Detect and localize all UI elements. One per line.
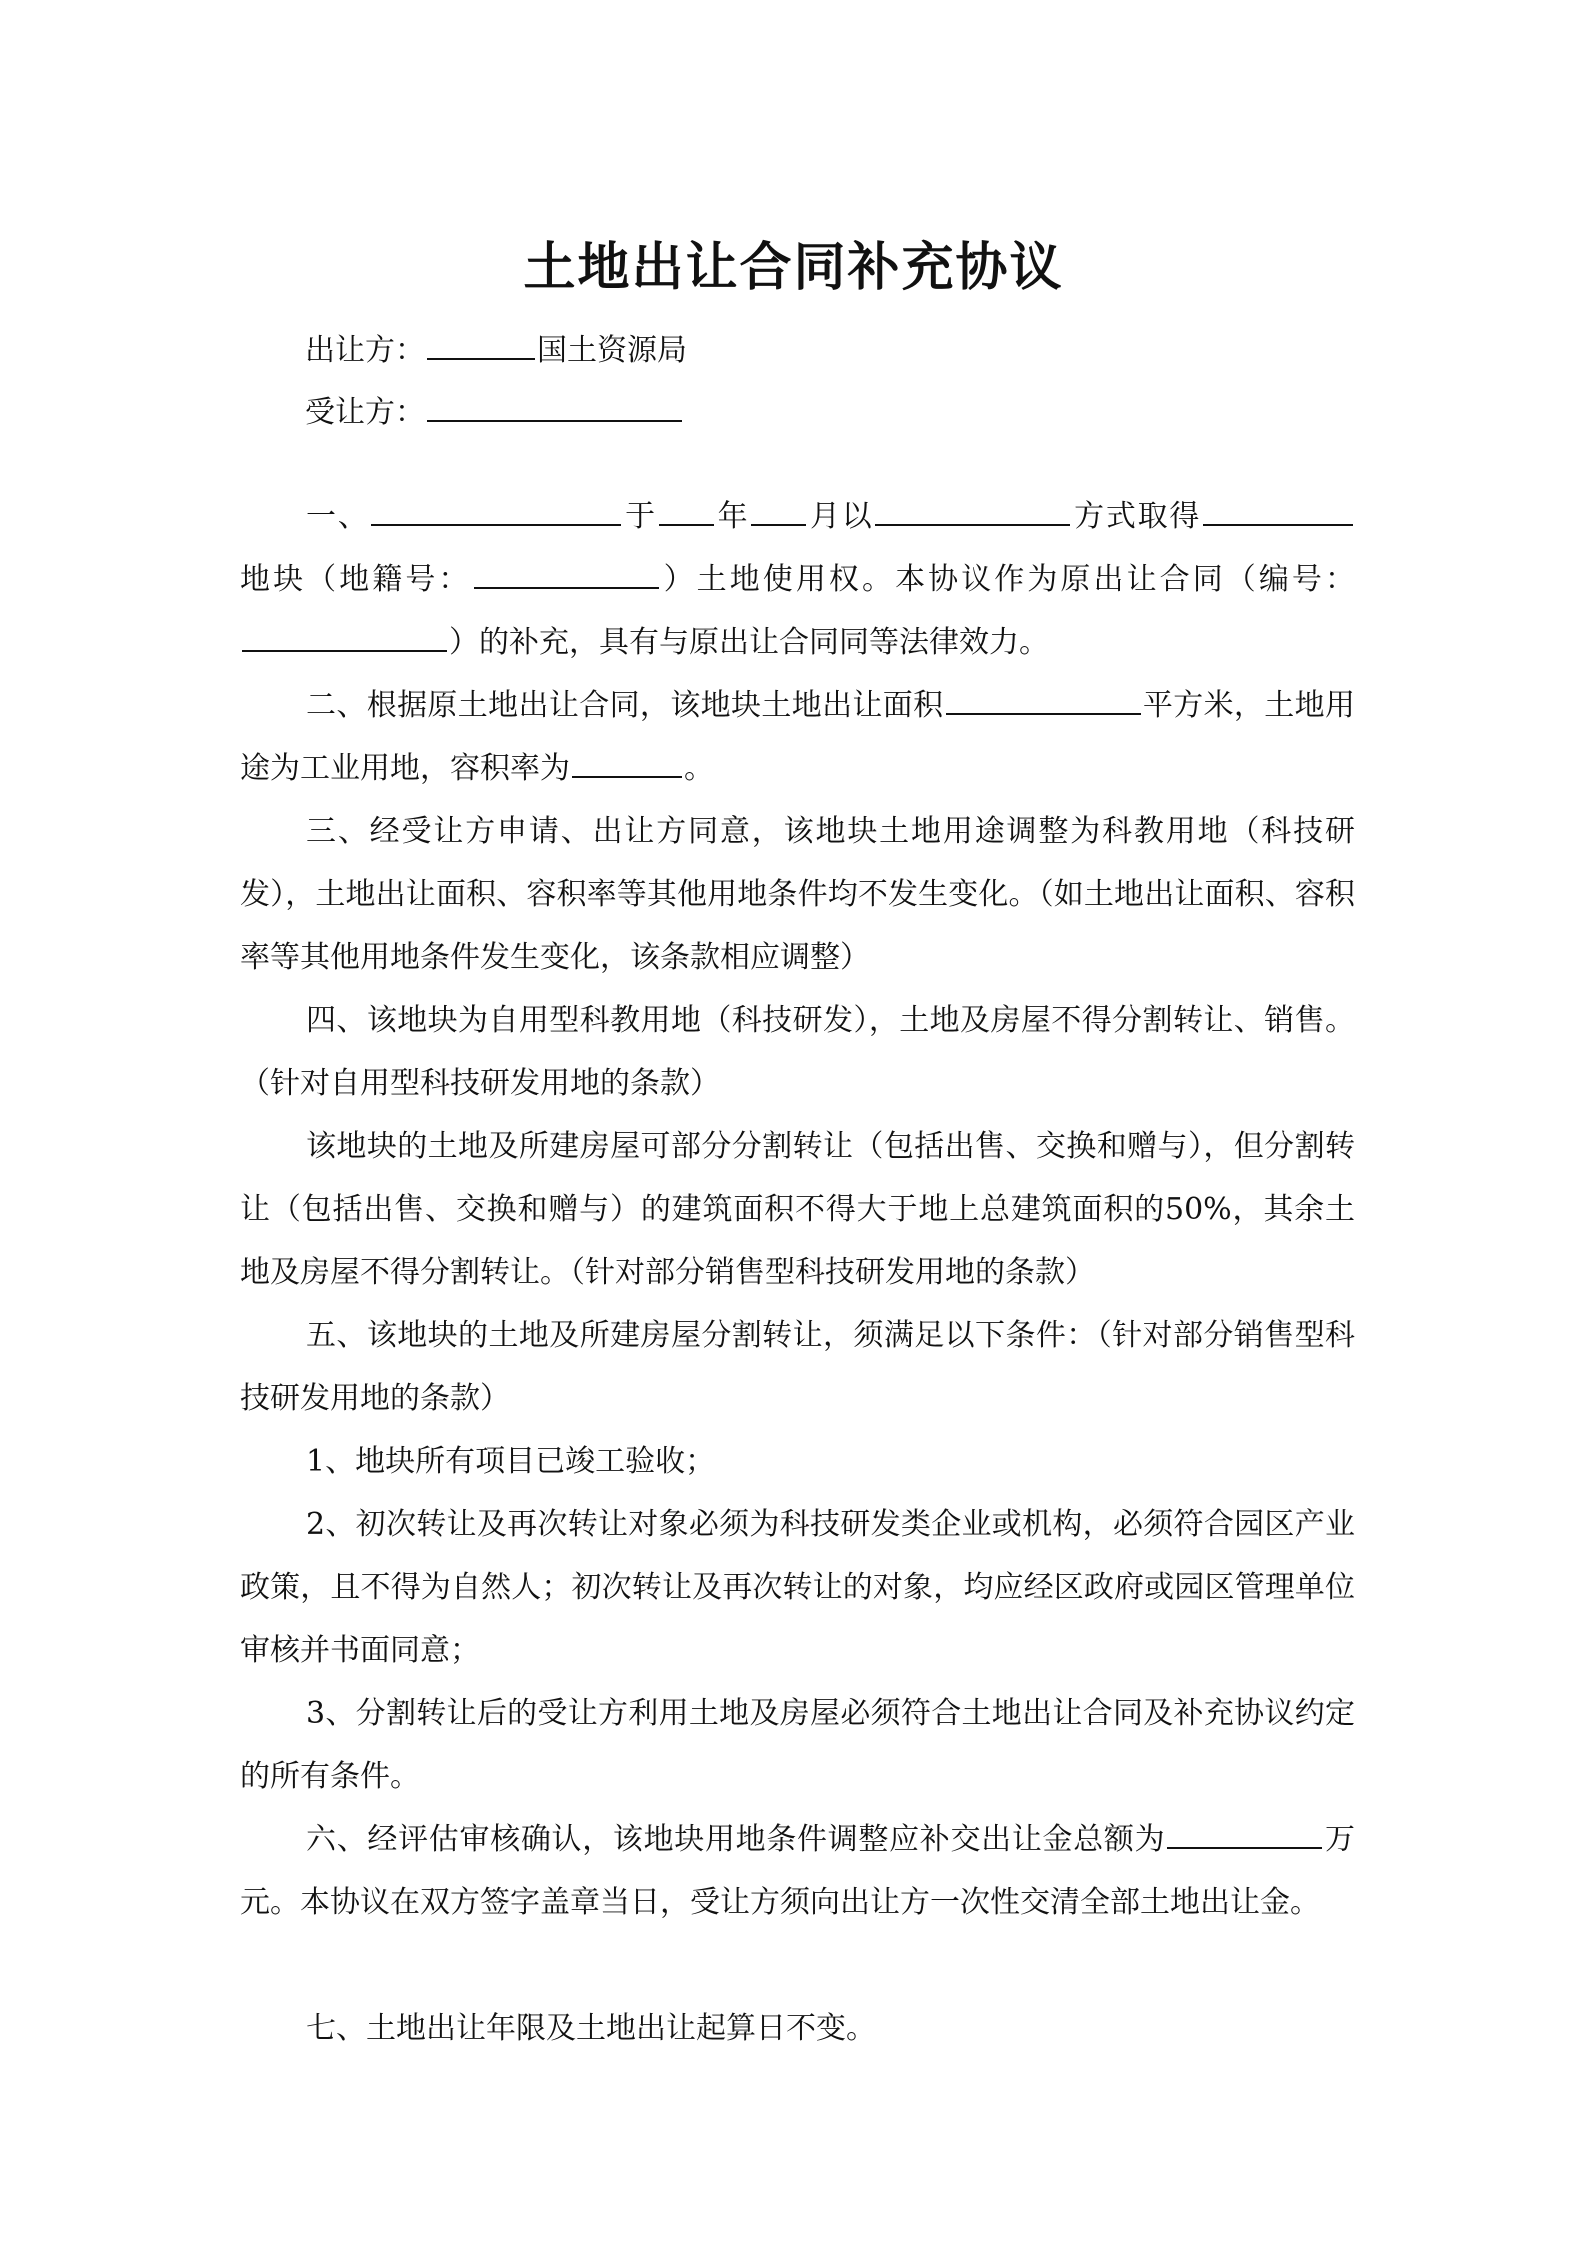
blank-plot (1203, 496, 1353, 526)
grantor-name: 国土资源局 (537, 333, 687, 368)
clause-4: 四、该地块为自用型科教用地（科技研发），土地及房屋不得分割转让、销售。（针对自用型科技研发用地的条款） (240, 1003, 1355, 1101)
document-title: 土地出让合同补充协议 (523, 238, 1064, 298)
clause-2 (240, 674, 1355, 800)
blank-year (659, 496, 714, 526)
blank-contract-no (242, 622, 447, 652)
clause-1 (240, 485, 1355, 674)
clause-1-text: 地块（地籍号： (240, 562, 472, 597)
grantor-label: 出让方： (305, 333, 425, 368)
clause-1-text: ）的补充，具有与原出让合同同等法律效力。 (449, 625, 1049, 660)
blank-method (875, 496, 1070, 526)
clause-6-text: 六、经评估审核确认，该地块用地条件调整应补交出让金总额为 (306, 1822, 1166, 1857)
grantee-line (305, 392, 684, 433)
grantee-blank (427, 392, 682, 422)
clause-1-text: ）土地使用权。本协议作为原出让合同（编号： (660, 562, 1355, 597)
clause-1-text: 方式取得 (1072, 499, 1202, 534)
clause-5-item-3: 3、分割转让后的受让方利用土地及房屋必须符合土地出让合同及补充协议约定的所有条件。 (240, 1696, 1355, 1794)
blank-party (371, 496, 621, 526)
clause-2-text: 二、根据原土地出让合同，该地块土地出让面积 (306, 688, 944, 723)
clause-7: 七、土地出让年限及土地出让起算日不变。 (306, 2011, 876, 2046)
clause-4b: 该地块的土地及所建房屋可部分分割转让（包括出售、交换和赠与），但分割转让（包括出售、交换和赠与）的建筑面积不得大于地上总建筑面积的50%，其余土地及房屋不得分割转让。（针对部分销售型科技研发用地的条款） (240, 1129, 1355, 1290)
blank-month (751, 496, 806, 526)
clause-1-text: 一、 (306, 499, 370, 534)
grantee-label: 受让方： (305, 395, 425, 430)
clause-5-item-1: 1、地块所有项目已竣工验收； (306, 1444, 716, 1479)
clause-3: 三、经受让方申请、出让方同意，该地块土地用途调整为科教用地（科技研发），土地出让面积、容积率等其他用地条件均不发生变化。（如土地出让面积、容积率等其他用地条件发生变化，该条款相应调整） (240, 814, 1355, 975)
clause-2-text: 平方米，土地用途为工业用地，容积率为 (240, 688, 1356, 786)
clause-2-text: 。 (684, 751, 714, 786)
clause-5-item-2: 2、初次转让及再次转让对象必须为科技研发类企业或机构，必须符合园区产业政策，且不得为自然人；初次转让及再次转让的对象，均应经区政府或园区管理单位审核并书面同意； (240, 1507, 1355, 1668)
blank-cadastral-no (474, 559, 659, 589)
clause-1-text: 年 (715, 499, 750, 534)
clause-6 (240, 1808, 1355, 1934)
grantor-blank (427, 330, 535, 360)
clause-1-text: 于 (623, 499, 657, 534)
blank-area (946, 685, 1141, 715)
clause-1-text: 月以 (808, 499, 874, 534)
clause-6-text: 万元。本协议在双方签字盖章当日，受让方须向出让方一次性交清全部土地出让金。 (240, 1822, 1356, 1920)
grantor-line (305, 330, 687, 371)
blank-plot-ratio (572, 748, 682, 778)
clause-5: 五、该地块的土地及所建房屋分割转让，须满足以下条件：（针对部分销售型科技研发用地的条款） (240, 1318, 1355, 1416)
blank-amount (1167, 1819, 1322, 1849)
